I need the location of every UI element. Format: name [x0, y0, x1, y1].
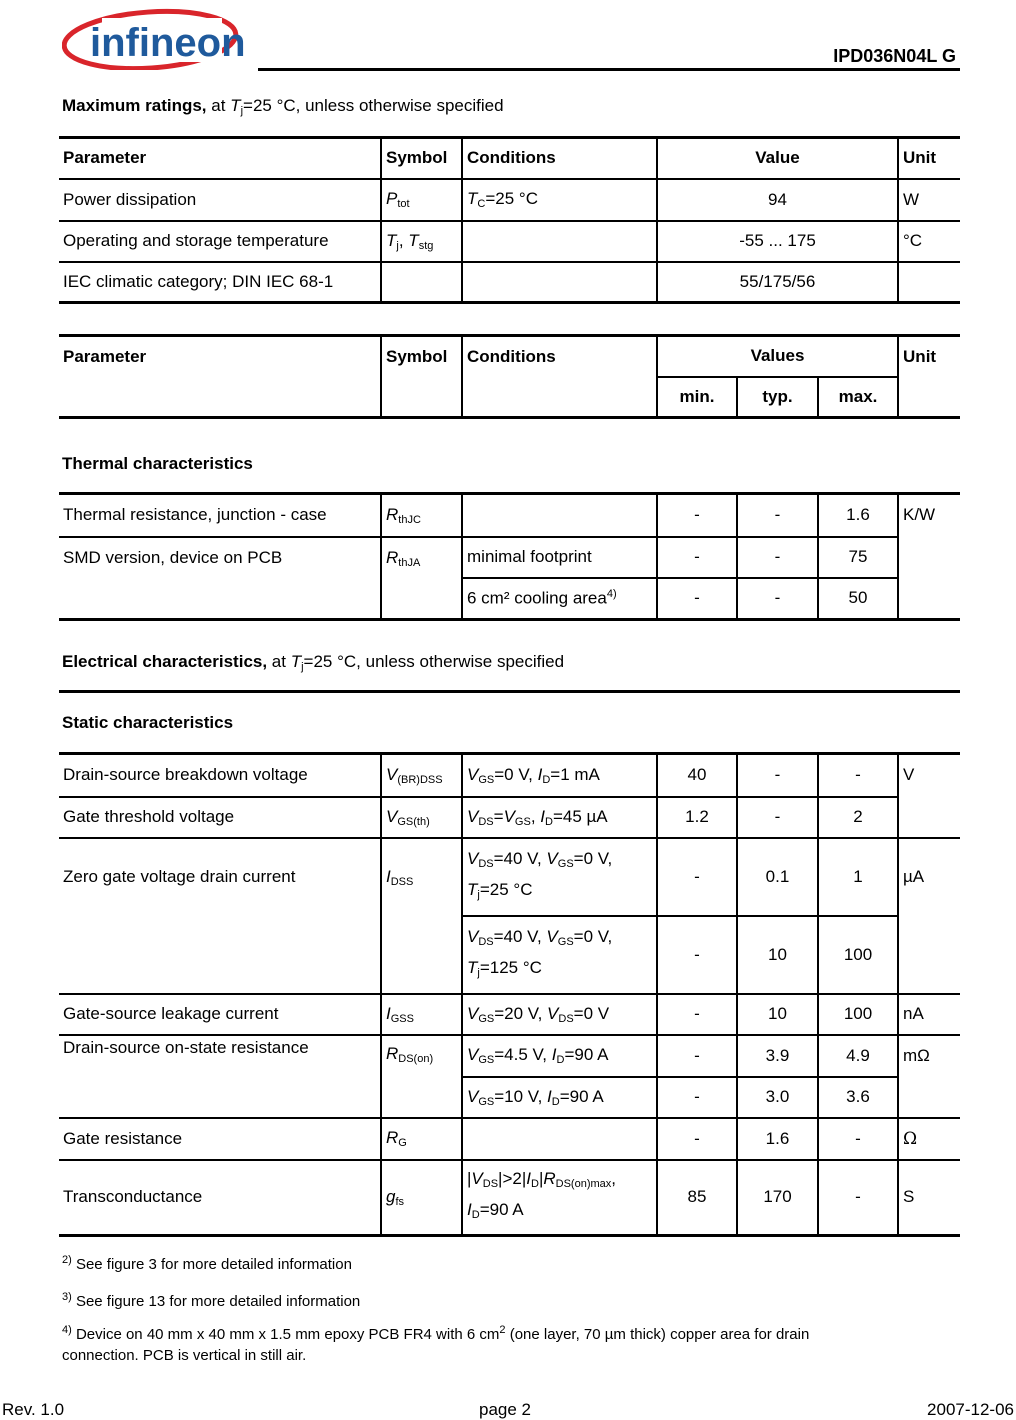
table-row: $V_{GS}=10$ V, $I_D=90$ A - 3.0 3.6 — [59, 1077, 960, 1118]
footnote-3: $^{3)}$ See figure 13 for more detailed information — [62, 1291, 361, 1310]
table-row: SMD version, device on PCB $R_{thJA}$ minimal footprint - - 75 — [59, 537, 960, 578]
thermal-title: Thermal characteristics — [62, 454, 253, 473]
electrical-rule — [59, 690, 960, 693]
max-ratings-title: Maximum ratings, at $T_j=25$ °C, unless otherwise specified — [62, 96, 504, 117]
header-value: Value — [657, 138, 898, 179]
table-row: Gate-source leakage current $I_{GSS}$ $V_{GS}=20$ V, $V_{DS}=0$ V - 10 100 nA — [59, 994, 960, 1035]
max-ratings-table — [59, 136, 960, 304]
table-row: Drain-source on-state resistance $R_{DS(on)}$ $V_{GS}=4.5$ V, $I_D=90$ A - 3.9 4.9 mΩ — [59, 1035, 960, 1077]
header-conditions: Conditions — [462, 138, 657, 179]
table-row: Zero gate voltage drain current $I_{DSS}$ $V_{DS}=40$ V, $V_{GS}=0$ V, $T_j=25$ °C - 0.1 1 µA — [59, 838, 960, 916]
table-row: Operating and storage temperature $T_j$, $T_{stg}$ -55 ... 175 °C — [59, 221, 960, 262]
footnote-2: $^{2)}$ See figure 3 for more detailed information — [62, 1254, 352, 1273]
table-row: $V_{DS}=40$ V, $V_{GS}=0$ V, $T_j=125$ °C - 10 100 — [59, 916, 960, 994]
footer-date: 2007-12-06 — [927, 1400, 1014, 1419]
header-symbol: Symbol — [381, 138, 462, 179]
part-number: IPD036N04L G — [833, 46, 956, 66]
electrical-title: Electrical characteristics, at $T_j=25$ °C, unless otherwise specified — [62, 652, 565, 673]
table-row: Thermal resistance, junction - case $R_{thJC}$ - - 1.6 K/W — [59, 494, 960, 537]
svg-text:infineon: infineon — [90, 21, 246, 65]
table-row: Drain-source breakdown voltage $V_{(BR)DSS}$ $V_{GS}=0$ V, $I_D=1$ mA 40 - - V — [59, 754, 960, 797]
header-unit: Unit — [898, 138, 960, 179]
thermal-table — [59, 492, 960, 621]
footnote-4: $^{4)}$ Device on 40 mm x 40 mm x 1.5 mm epoxy PCB FR4 with 6 $cm^2$ (one layer, 70 µm thick) copper area for drain connection. PCB is vertical in still air. — [62, 1324, 810, 1364]
values-header-table: Parameter Symbol Conditions Values Unit min. typ. max. — [59, 334, 960, 419]
table-row: Gate threshold voltage $V_{GS(th)}$ $V_{DS}=V_{GS}$, $I_D=45$ µA 1.2 - 2 — [59, 797, 960, 838]
footer-page: page 2 — [479, 1400, 531, 1419]
static-table — [59, 752, 960, 1237]
infineon-logo — [62, 4, 258, 70]
table-row: 6 cm² cooling area$^{4)}$ - - 50 — [59, 578, 960, 620]
table-row: IEC climatic category; DIN IEC 68-1 55/175/56 — [59, 262, 960, 303]
table-row: Power dissipation $P_{tot}$ $T_C=25$ °C 94 W — [59, 179, 960, 221]
static-title: Static characteristics — [62, 713, 234, 732]
table-row: Transconductance $g_{fs}$ $|V_{DS}|>2|I_D|R_{DS(on)max}$, $I_D=90$ A 85 170 - S — [59, 1160, 960, 1236]
table-row: Gate resistance $R_G$ - 1.6 - Ω — [59, 1118, 960, 1160]
header-rule — [258, 68, 960, 71]
header-parameter: Parameter — [59, 138, 381, 179]
footer-revision: Rev. 1.0 — [2, 1400, 65, 1419]
